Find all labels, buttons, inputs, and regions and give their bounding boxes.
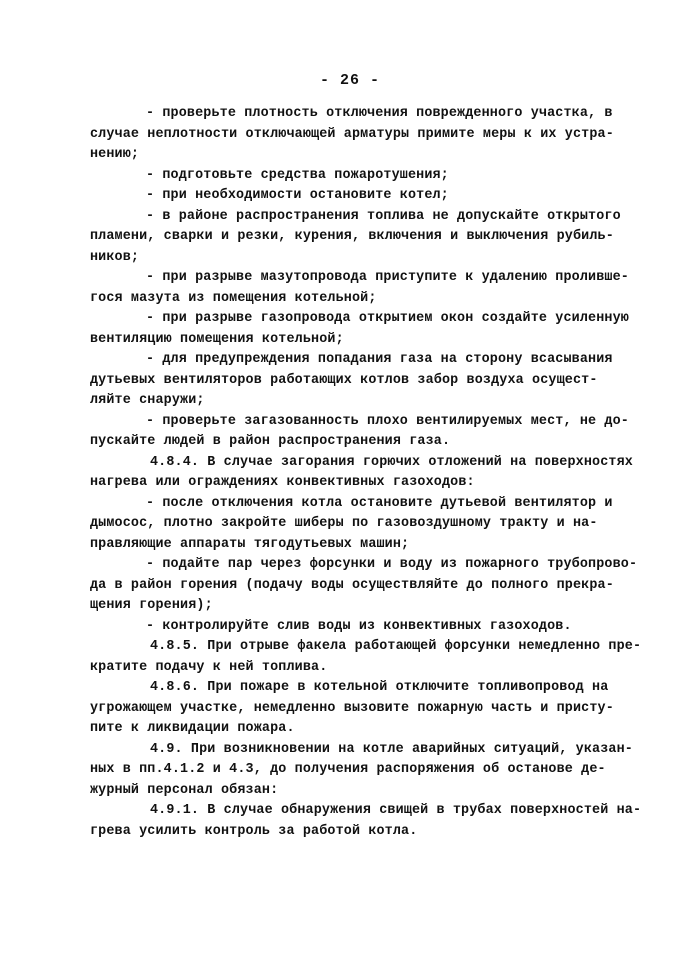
text-line: дымосос, плотно закройте шиберы по газовоздушному тракту и на- [90, 516, 598, 531]
text-line: ляйте снаружи; [90, 393, 205, 408]
text-line: - после отключения котла остановите дутьевой вентилятор и [146, 495, 613, 511]
text-line: - подготовьте средства пожаротушения; [146, 167, 449, 183]
text-line: дутьевых вентиляторов работающих котлов забор воздуха осущест- [90, 372, 598, 388]
text-line: кратите подачу к ней топлива. [90, 659, 328, 675]
text-line: правляющие аппараты тягодутьевых машин; [90, 536, 410, 552]
body-text [90, 104, 650, 842]
text-line: пускайте людей в район распространения газа. [90, 434, 451, 449]
text-line: 4.9.1. В случае обнаружения свищей в трубах поверхностей на- [150, 803, 642, 818]
text-line: угрожающем участке, немедленно вызовите пожарную часть и присту- [90, 700, 614, 716]
text-line: 4.9. При возникновении на котле аварийных ситуаций, указан- [150, 741, 633, 757]
text-line: - проверьте плотность отключения поврежденного участка, в [146, 106, 613, 121]
page-number: - 26 - [319, 72, 380, 89]
text-line: 4.8.5. При отрыве факела работающей форсунки немедленно пре- [150, 639, 642, 654]
text-line: - в районе распространения топлива не допускайте открытого [146, 208, 621, 224]
text-line: нагрева или ограждениях конвективных газоходов: [90, 475, 475, 490]
text-line: - контролируйте слив воды из конвективных газоходов. [146, 618, 572, 634]
text-line: вентиляцию помещения котельной; [90, 331, 344, 347]
text-line: - при необходимости остановите котел; [146, 188, 449, 203]
text-line: да в район горения (подачу воды осуществляйте до полного прекра- [90, 577, 614, 593]
text-line: случае неплотности отключающей арматуры примите меры к их устра- [90, 126, 614, 142]
text-line: ников; [90, 249, 140, 265]
text-line: - подайте пар через форсунки и воду из пожарного трубопрово- [146, 557, 638, 572]
text-line: 4.8.4. В случае загорания горючих отложений на поверхностях [150, 454, 633, 470]
text-line: пите к ликвидации пожара. [90, 721, 295, 736]
text-line: 4.8.6. При пожаре в котельной отключите топливопровод на [150, 680, 609, 695]
text-line: щения горения); [90, 598, 213, 613]
text-line: ных в пп.4.1.2 и 4.3, до получения распоряжения об останове де- [90, 762, 606, 777]
text-line: грева усилить контроль за работой котла. [90, 823, 418, 839]
text-line: пламени, сварки и резки, курения, включения и выключения рубиль- [90, 229, 614, 244]
text-line: - проверьте загазованность плохо вентилируемых мест, не до- [146, 413, 629, 429]
text-line: журный персонал обязан: [90, 782, 279, 798]
text-line: - при разрыве газопровода открытием окон создайте усиленную [146, 311, 629, 326]
text-line: нению; [90, 147, 140, 162]
text-line: - при разрыве мазутопровода приступите к удалению пролившe- [146, 270, 629, 285]
text-line: - для предупреждения попадания газа на сторону всасывания [146, 352, 613, 367]
text-line: гося мазута из помещения котельной; [90, 290, 377, 306]
